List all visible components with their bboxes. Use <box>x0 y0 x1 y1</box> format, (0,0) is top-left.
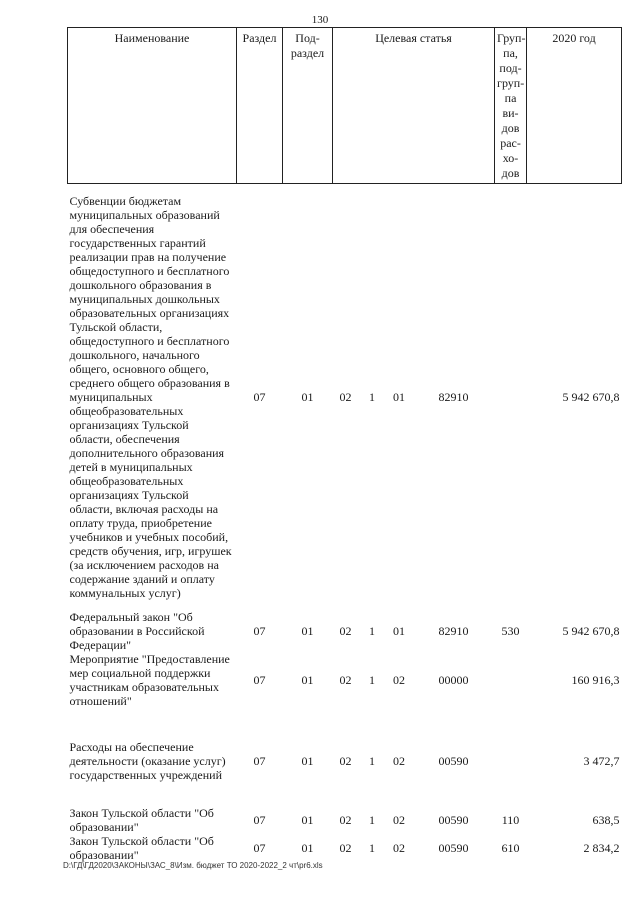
header-target-article: Целевая статья <box>333 28 495 184</box>
row-group <box>495 194 527 600</box>
row-group: 110 <box>501 813 520 827</box>
table-row <box>68 740 622 782</box>
row-amount: 3 472,7 <box>583 754 620 768</box>
row-target-4: 00590 <box>438 813 469 827</box>
row-target-2: 1 <box>369 754 375 768</box>
row-target-2: 1 <box>369 673 375 687</box>
header-section: Раздел <box>237 28 283 184</box>
row-target-2: 1 <box>369 624 375 638</box>
header-expense-group <box>495 28 527 184</box>
row-section: 07 <box>253 390 266 404</box>
header-group-line: дов <box>501 166 520 180</box>
budget-table <box>67 27 622 862</box>
row-target-4: 00000 <box>438 673 469 687</box>
row-name: Федеральный закон "Об образовании в Российской Федерации" <box>69 610 205 652</box>
row-name: Расходы на обеспечение деятельности (оказание услуг) государственных учреждений <box>69 740 226 782</box>
row-target-1: 02 <box>339 673 352 687</box>
row-group: 530 <box>501 624 520 638</box>
row-subsection: 01 <box>301 841 314 855</box>
row-subsection: 01 <box>301 754 314 768</box>
file-path-footer: D:\ГД\ГД2020\ЗАКОНЫ\ЗАС_8\Изм. бюджет ТО 2020-2022_2 чт\pr6.xls <box>63 861 323 870</box>
row-target-1: 02 <box>339 841 352 855</box>
row-section: 07 <box>253 624 266 638</box>
table-header-row <box>68 28 622 184</box>
row-name: Субвенции бюджетам муниципальных образований для обеспечения государственных гарантий реализации прав на получение общедоступного и бесплатного дошкольного образования в муниципальных дошкольных образовательных организациях Тульской области, общедоступного и бесплатного дошкольного, начального общего, основного общего, среднего общего образования в муниципальных общеобразовательных организациях Тульской области, обеспечения дополнительного образования детей в муниципальных общеобразовательных организациях Тульской области, включая расходы на оплату труда, приобретение учебников и учебных пособий, средств обучения, игр, игрушек (за исключением расходов на содержание зданий и оплату коммунальных услуг) <box>69 194 232 600</box>
row-target-3: 01 <box>393 624 405 638</box>
row-name: Закон Тульской области "Об образовании" <box>69 806 214 834</box>
row-target-4: 00590 <box>438 754 469 768</box>
row-target-2: 1 <box>369 390 375 404</box>
row-target-3: 02 <box>393 813 405 827</box>
table-row <box>68 610 622 652</box>
row-target-3: 01 <box>393 390 405 404</box>
row-target-1: 02 <box>339 390 352 404</box>
header-group-line: па, <box>503 46 518 60</box>
row-group <box>495 652 527 708</box>
row-subsection: 01 <box>301 673 314 687</box>
row-target-3: 02 <box>393 754 405 768</box>
header-group-line: хо- <box>502 151 519 165</box>
row-subsection: 01 <box>301 390 314 404</box>
row-amount: 638,5 <box>592 813 620 827</box>
row-target-2: 1 <box>369 841 375 855</box>
header-subsection-line2: раздел <box>290 46 325 60</box>
row-target-4: 82910 <box>438 624 469 638</box>
header-name: Наименование <box>68 28 237 184</box>
row-amount: 5 942 670,8 <box>562 624 620 638</box>
row-target-1: 02 <box>339 754 352 768</box>
row-section: 07 <box>253 754 266 768</box>
row-target-3: 02 <box>393 841 405 855</box>
header-group-line: под- <box>499 61 522 75</box>
row-target-4: 00590 <box>438 841 469 855</box>
header-group-line: Груп- <box>497 31 526 45</box>
row-target-1: 02 <box>339 813 352 827</box>
table-row <box>68 834 622 862</box>
page-number: 130 <box>311 14 329 26</box>
header-year: 2020 год <box>527 28 622 184</box>
row-target-3: 02 <box>393 673 405 687</box>
row-name: Мероприятие "Предоставление мер социальной поддержки участникам образовательных отношений" <box>69 652 230 708</box>
row-subsection: 01 <box>301 624 314 638</box>
header-group-line: груп- <box>497 76 525 90</box>
table-row <box>68 194 622 600</box>
row-target-4: 82910 <box>438 390 469 404</box>
row-target-1: 02 <box>339 624 352 638</box>
row-target-2: 1 <box>369 813 375 827</box>
row-group <box>495 740 527 782</box>
row-subsection: 01 <box>301 813 314 827</box>
table-row <box>68 806 622 834</box>
row-section: 07 <box>253 673 266 687</box>
row-group: 610 <box>501 841 520 855</box>
header-subsection <box>283 28 333 184</box>
header-group-line: рас- <box>500 136 521 150</box>
header-subsection-line1: Под- <box>295 31 320 45</box>
header-group-line: дов <box>501 121 520 135</box>
row-section: 07 <box>253 813 266 827</box>
row-amount: 160 916,3 <box>571 673 620 687</box>
table-row <box>68 652 622 708</box>
row-name: Закон Тульской области "Об образовании" <box>69 834 214 862</box>
row-amount: 2 834,2 <box>583 841 620 855</box>
row-section: 07 <box>253 841 266 855</box>
header-group-line: па ви- <box>502 91 519 120</box>
row-amount: 5 942 670,8 <box>562 390 620 404</box>
